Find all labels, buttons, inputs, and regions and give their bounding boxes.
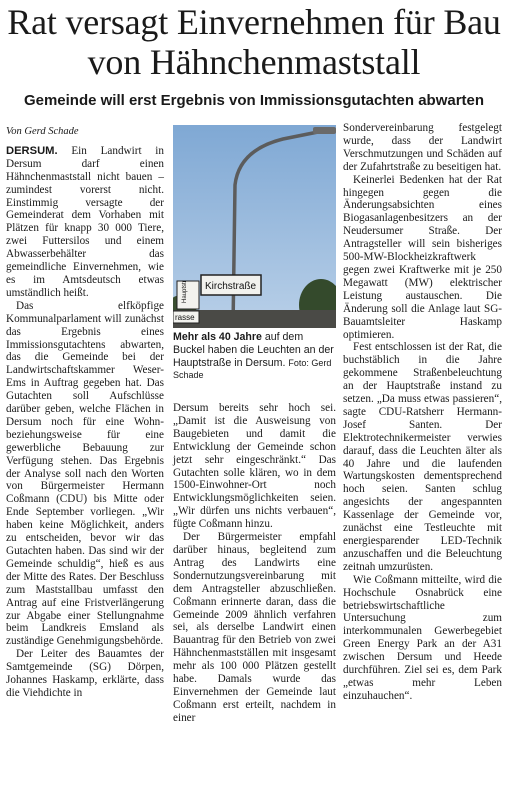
paragraph-text: Ein Landwirt in Dersum darf einen Hähnchenmaststall nicht bauen – zumindest vorerst nicht. Einstimmig versagte der Gemeinderat dem Vorhaben mit Plätzen für knapp 30 000 Tiere, zwei Futtersilos und einem Abwasserbehälter das gemeindliche Einvernehmen, wie es im Amtsdeutsch etwas umständlich heißt. <box>6 144 164 299</box>
byline: Von Gerd Schade <box>6 126 79 137</box>
paragraph: Wie Coßmann mitteilte, wird die Hochschule Osnabrück eine betriebswirtschaftliche Untersuchung zum interkommunalen Gewerbegebiet Green Energy Park an der A31 zwischen Dersum und Heede durchführen. Ziel sei es, dem Park „etwas mehr Leben einzuhauchen“. <box>343 573 502 702</box>
paragraph: Der Bürgermeister empfahl darüber hinaus, begleitend zum Antrag des Landwirts eine Sondernutzungsvereinbarung mit dem Antragsteller abzuschließen. Coßmann erinnerte daran, dass die Gemeinde 2009 ähnlich verfahren sei, als derselbe Landwirt einen Bauantrag für den Betrieb von zwei Hähnchenmastställen mit insgesamt mehr als 100 000 Plätzen gestellt habe. Damals wurde das Einvernehmen der Gemeinde laut Coßmann erst erteilt, nachdem in einer <box>173 531 336 724</box>
svg-text:Hauptstr: Hauptstr <box>182 280 188 303</box>
photo-image <box>173 125 336 328</box>
paragraph: Der Leiter des Bauamtes der Samtgemeinde (SG) Dörpen, Johannes Haskamp, erklärte, dass die Viehdichte in <box>6 648 164 699</box>
street-sign-main <box>201 275 261 295</box>
street-lamp-photo <box>173 125 336 328</box>
paragraph: Das elfköpfige Kommunalparlament will zunächst das Ergebnis eines Immissionsgutachtens abwarten, das die Gemeinde bei der Landwirtschaftskammer Weser-Ems in Auftrag gegeben hat. Das Gutachten soll Aufschlüsse darüber geben, welche Flächen in Dersum noch für eine Wohn- beziehungsweise für eine gewerbliche Bebauung zur Verfügung stehen. Das Ergebnis der Analyse soll nach den Worten von Bürgermeister Hermann Coßmann (CDU) bis Mitte oder Ende September vorliegen. „Wir haben keine Möglichkeit, anders zu entscheiden, bevor wir das Gutachten haben. Das sind wir der Gemeinde schuldig“, hieß es aus der Mitte des Rates. Der Beschluss zum Maststallbau umfasst den Antrag auf eine Fristverlängerung zur Abgabe einer Stellungnahme beim Landkreis Emsland als zuständige Genehmigungsbehörde. <box>6 299 164 648</box>
paragraph: Fest entschlossen ist der Rat, die buchstäblich in die Jahre gekommene Straßenbeleuchtung an der Hauptstraße instand zu setzen. „Da muss etwas passieren“, sagte CDU-Ratsherr Hermann-Josef Santen. Der Elektrotechnikermeister verwies darauf, dass die Leuchten älter als 40 Jahre und die laufenden Wartungskosten dementsprechend hoch seien. Santen schlug angesichts der angespannten Kassenlage der Gemeinde vor, zunächst eine Testleuchte mit energiesparender LED-Technik anzuschaffen und die Beleuchtung zeitnah umzurüsten. <box>343 341 502 573</box>
photo-caption <box>173 331 336 382</box>
headline: Rat versagt Einvernehmen für Bau von Hähnchenmaststall <box>7 2 501 82</box>
svg-text:rasse: rasse <box>175 313 195 322</box>
article-column-1 <box>6 122 164 700</box>
paragraph: Dersum bereits sehr hoch sei. „Damit ist die Ausweisung von Baugebieten und damit die Entwicklung der Gemeinde schon jetzt sehr eingeschränkt.“ Das Gutachten solle klären, wo in dem 1500-Einwohner-Ort noch Entwicklungsmöglichkeiten seien. „Wir dürfen uns nichts verbauen“, fügte Coßmann hinzu. <box>173 402 336 531</box>
article-column-3 <box>343 122 502 703</box>
caption-lead: Mehr als 40 Jahre <box>173 331 262 343</box>
dateline: DERSUM. <box>6 144 58 157</box>
paragraph <box>6 145 164 300</box>
caption-text: auf dem Buckel haben die Leuchten an der Hauptstraße in Dersum. <box>173 331 334 369</box>
paragraph: Keinerlei Bedenken hat der Rat hingegen gegen die Änderungsabsichten eines Biogasanlagenbesitzers an der Neudersumer Straße. Der Antragsteller will sein bisheriges 500-MW-Blockheizkraftwerk gegen zwei Kraftwerke mit je 250 Megawatt (MW) elektrischer Leistung austauschen. Die Änderung soll die Anlage laut SG-Bauamtsleiter Haskamp optimieren. <box>343 173 502 341</box>
street-sign-side <box>173 280 199 323</box>
article-column-2 <box>173 402 336 725</box>
svg-text:Kirchstraße: Kirchstraße <box>205 281 257 292</box>
photo-credit: Foto: Gerd Schade <box>173 357 332 381</box>
subheadline: Gemeinde will erst Ergebnis von Immissionsgutachten abwarten <box>23 92 485 109</box>
paragraph: Sondervereinbarung festgelegt wurde, dass der Landwirt Verschmutzungen und Schäden auf der Zufahrtstraße zu beseitigen hat. <box>343 122 502 173</box>
